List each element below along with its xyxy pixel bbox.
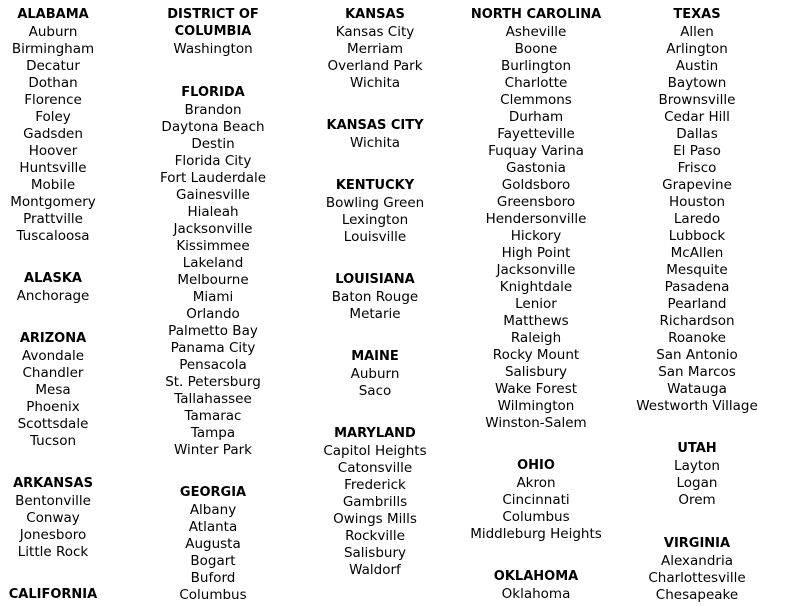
city-name: Columbus <box>179 587 247 603</box>
city-name: Charlotte <box>504 75 568 91</box>
city-name: Clemmons <box>500 92 572 108</box>
city-name: Pasadena <box>664 279 730 295</box>
city-name: Gainesville <box>176 187 250 203</box>
city-name: Layton <box>674 458 720 474</box>
state-block-maryland <box>310 425 440 579</box>
city-name: Lubbock <box>668 228 726 244</box>
city-name: Salisbury <box>504 364 568 380</box>
state-block-oklahoma <box>458 568 614 603</box>
state-block-virginia <box>622 535 772 604</box>
state-name: OHIO <box>517 458 555 473</box>
city-name: Grapevine <box>662 177 732 193</box>
city-name: Merriam <box>347 41 403 57</box>
state-name: ALABAMA <box>17 7 89 22</box>
state-name: MARYLAND <box>334 426 416 441</box>
city-name: Gadsden <box>23 126 83 142</box>
city-name: Auburn <box>350 366 400 382</box>
state-name: KANSAS CITY <box>326 118 424 133</box>
city-name: Baytown <box>667 75 727 91</box>
state-name: UTAH <box>677 441 717 456</box>
city-name: Atlanta <box>188 519 238 535</box>
city-name: Richardson <box>659 313 735 329</box>
city-name: Lakeland <box>182 255 244 271</box>
city-name: Asheville <box>505 24 567 40</box>
state-block-florida <box>141 84 285 459</box>
city-name: Tuscaloosa <box>16 228 90 244</box>
city-name: Orlando <box>186 306 240 322</box>
city-name: St. Petersburg <box>165 374 261 390</box>
city-name: Alexandria <box>660 553 733 569</box>
city-name: Mesa <box>35 382 71 398</box>
city-name: Bowling Green <box>325 195 425 211</box>
city-name: Lenior <box>515 296 557 312</box>
city-name: Baton Rouge <box>331 289 419 305</box>
city-name: Charlottesville <box>648 570 746 586</box>
city-name: Fayetteville <box>497 126 575 142</box>
city-name: McAllen <box>670 245 724 261</box>
city-name: Arlington <box>666 41 728 57</box>
state-block-arkansas <box>0 475 106 561</box>
city-name: Wake Forest <box>494 381 578 397</box>
state-block-ohio <box>458 457 614 543</box>
city-name: Montgomery <box>10 194 96 210</box>
city-name: Melbourne <box>177 272 249 288</box>
state-block-georgia <box>141 484 285 604</box>
city-name: Greensboro <box>496 194 576 210</box>
city-list <box>310 24 440 92</box>
city-name: Matthews <box>503 313 569 329</box>
city-name: Waldorf <box>349 562 401 578</box>
city-list <box>458 475 614 543</box>
city-name: Birmingham <box>11 41 95 57</box>
city-name: Burlington <box>500 58 572 74</box>
city-name: Gastonia <box>506 160 566 176</box>
city-name: Auburn <box>28 24 78 40</box>
city-name: Cedar Hill <box>664 109 730 125</box>
city-name: Columbus <box>502 509 570 525</box>
city-name: Hendersonville <box>485 211 587 227</box>
state-name: ARIZONA <box>19 331 87 346</box>
city-name: Oklahoma <box>501 586 571 602</box>
city-name: Tallahassee <box>174 391 252 407</box>
city-list <box>622 24 772 415</box>
state-name: TEXAS <box>673 7 721 22</box>
city-list <box>0 288 106 305</box>
city-name: Chesapeake <box>655 587 739 603</box>
city-name: San Marcos <box>658 364 736 380</box>
city-name: Daytona Beach <box>161 119 265 135</box>
city-name: Saco <box>358 383 392 399</box>
city-name: Rockville <box>345 528 405 544</box>
city-list <box>310 366 440 400</box>
city-name: Westworth Village <box>636 398 758 414</box>
city-name: Decatur <box>26 58 80 74</box>
city-name: Hoover <box>28 143 78 159</box>
city-name: Metarie <box>349 306 401 322</box>
city-name: Conway <box>26 510 80 526</box>
state-block-louisiana <box>310 271 440 323</box>
city-name: Phoenix <box>26 399 80 415</box>
city-name: Scottsdale <box>17 416 89 432</box>
state-block-kansas-city <box>310 117 440 152</box>
city-name: Chandler <box>22 365 84 381</box>
city-name: Florence <box>24 92 82 108</box>
city-name: Overland Park <box>327 58 423 74</box>
city-name: Miami <box>192 289 234 305</box>
city-name: Florida City <box>174 153 252 169</box>
city-list <box>458 586 614 603</box>
state-name: FLORIDA <box>181 85 245 100</box>
city-name: Little Rock <box>17 544 89 560</box>
city-name: Goldsboro <box>501 177 571 193</box>
city-name: Cincinnati <box>502 492 570 508</box>
city-name: Brownsville <box>658 92 736 108</box>
city-name: Winston-Salem <box>485 415 587 431</box>
city-name: Palmetto Bay <box>168 323 258 339</box>
city-name: Laredo <box>673 211 721 227</box>
city-name: Capitol Heights <box>323 443 427 459</box>
city-name: Tucson <box>29 433 77 449</box>
city-name: Knightdale <box>499 279 573 295</box>
state-block-north-carolina <box>458 6 614 432</box>
city-name: Akron <box>516 475 556 491</box>
city-name: Hickory <box>510 228 562 244</box>
city-name: Salisbury <box>343 545 407 561</box>
city-name: Catonsville <box>337 460 413 476</box>
city-list <box>310 443 440 579</box>
city-name: Buford <box>190 570 236 586</box>
city-name: Houston <box>668 194 726 210</box>
city-name: Jacksonville <box>173 221 253 237</box>
state-block-california <box>0 586 106 604</box>
state-name: ALASKA <box>24 271 82 286</box>
city-list <box>310 195 440 246</box>
state-name: MAINE <box>351 349 399 364</box>
state-name: NORTH CAROLINA <box>470 7 602 22</box>
city-name: Bentonville <box>15 493 91 509</box>
city-name: Albany <box>189 502 237 518</box>
city-name: Augusta <box>185 536 241 552</box>
city-name: Pensacola <box>179 357 247 373</box>
state-name: VIRGINIA <box>663 536 731 551</box>
city-name: Brandon <box>184 102 242 118</box>
city-name: Prattville <box>23 211 83 227</box>
city-name: Winter Park <box>174 442 252 458</box>
city-name: Washington <box>173 41 253 57</box>
state-block-district-of-columbia <box>141 6 285 58</box>
city-name: Orem <box>678 492 716 508</box>
city-name: Tampa <box>190 425 236 441</box>
city-name: Hialeah <box>187 204 239 220</box>
city-name: Jonesboro <box>19 527 87 543</box>
city-name: Middleburg Heights <box>470 526 602 542</box>
state-name: OKLAHOMA <box>493 569 579 584</box>
city-name: Fort Lauderdale <box>159 170 267 186</box>
city-name: Huntsville <box>19 160 87 176</box>
city-name: Bogart <box>190 553 236 569</box>
state-name: LOUISIANA <box>335 272 415 287</box>
city-name: Durham <box>508 109 564 125</box>
city-name: Mesquite <box>666 262 728 278</box>
city-name: Frederick <box>344 477 406 493</box>
state-block-maine <box>310 348 440 400</box>
city-name: Jacksonville <box>496 262 576 278</box>
city-name: Logan <box>676 475 718 491</box>
city-name: Austin <box>675 58 719 74</box>
city-name: Kansas City <box>335 24 415 40</box>
city-name: Foley <box>35 109 71 125</box>
state-block-alaska <box>0 270 106 305</box>
city-name: Roanoke <box>668 330 726 346</box>
state-name: CALIFORNIA <box>8 587 98 602</box>
city-list <box>141 102 285 459</box>
state-name: KANSAS <box>345 7 405 22</box>
city-list <box>0 348 106 450</box>
city-name: El Paso <box>673 143 721 159</box>
state-name: ARKANSAS <box>13 476 93 491</box>
city-name: Avondale <box>21 348 85 364</box>
city-name: Raleigh <box>510 330 562 346</box>
city-list <box>458 24 614 432</box>
city-name: Wichita <box>349 135 401 151</box>
city-name: Owings Mills <box>333 511 417 527</box>
city-name: Wilmington <box>497 398 575 414</box>
city-name: Destin <box>191 136 235 152</box>
state-block-arizona <box>0 330 106 450</box>
state-block-kansas <box>310 6 440 92</box>
state-name: GEORGIA <box>179 485 247 500</box>
city-name: Boone <box>514 41 558 57</box>
city-name: High Point <box>501 245 571 261</box>
city-name: Pearland <box>667 296 727 312</box>
city-name: Wichita <box>349 75 401 91</box>
city-name: Allen <box>680 24 714 40</box>
city-name: Rocky Mount <box>492 347 580 363</box>
city-name: San Antonio <box>656 347 738 363</box>
city-list <box>141 502 285 604</box>
city-name: Kissimmee <box>176 238 250 254</box>
city-name: Mobile <box>30 177 76 193</box>
city-list <box>310 135 440 152</box>
state-name: KENTUCKY <box>335 178 415 193</box>
city-name: Louisville <box>343 229 407 245</box>
state-block-texas <box>622 6 772 415</box>
city-name: Panama City <box>170 340 256 356</box>
city-name: Watauga <box>667 381 727 397</box>
city-list <box>0 24 106 245</box>
city-name: Gambrills <box>342 494 408 510</box>
city-name: Anchorage <box>16 288 90 304</box>
city-name: Dothan <box>28 75 78 91</box>
state-name: DISTRICT OF COLUMBIA <box>167 7 259 39</box>
city-list <box>622 458 772 509</box>
city-name: Lexington <box>341 212 409 228</box>
city-list <box>0 493 106 561</box>
city-name: Fuquay Varina <box>488 143 584 159</box>
state-block-alabama <box>0 6 106 245</box>
city-list <box>622 553 772 604</box>
city-list <box>141 41 285 58</box>
city-list <box>310 289 440 323</box>
city-name: Dallas <box>676 126 718 142</box>
city-name: Tamarac <box>184 408 242 424</box>
state-block-utah <box>622 440 772 509</box>
state-block-kentucky <box>310 177 440 246</box>
city-name: Frisco <box>677 160 717 176</box>
